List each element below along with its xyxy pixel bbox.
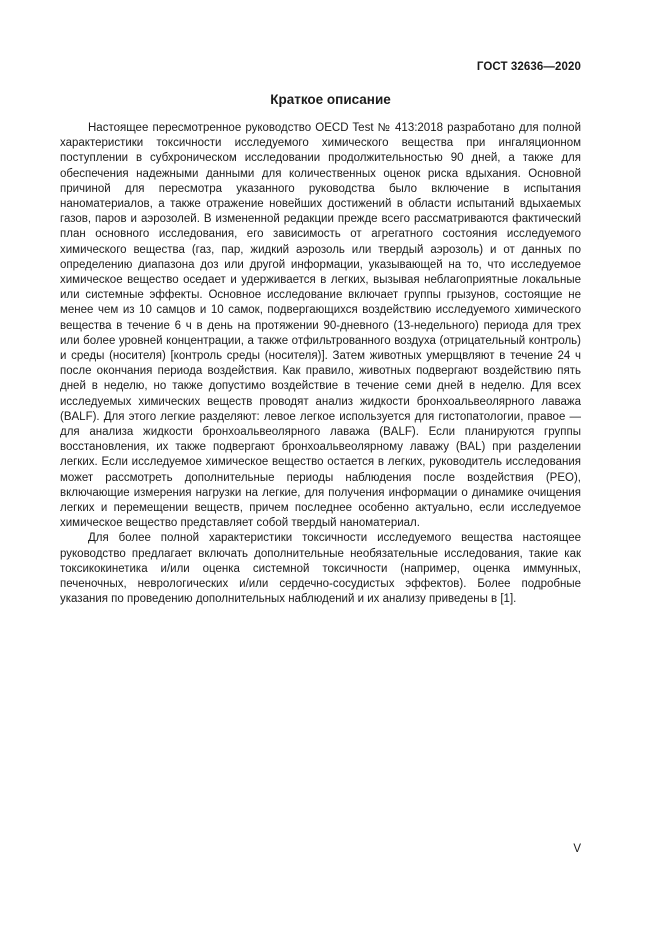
body-paragraph: Для более полной характеристики токсичности исследуемого вещества настоящее руководство предлагает включать дополнительные необязательные исследования, такие как токсикокинетика и/или оценка системной токсичности (например, оценка иммунных, печеночных, неврологических и/или сердечно-сосудистых эффектов). Более подробные указания по проведению дополнительных наблюдений и их анализу приведены в [1]. [60,532,581,606]
body-paragraph: Настоящее пересмотренное руководство OECD Test № 413:2018 разработано для полной характеристики токсичности исследуемого химического вещества при ингаляционном поступлении в субхроническом исследовании продолжительностью 90 дней, а также для обеспечения надежными данными для количественных оценок риска вдыхания. Основной причиной для пересмотра указанного руководства было включение в испытания наноматериалов, а также отражение новейших достижений в области испытаний вдыхаемых газов, паров и аэрозолей. В измененной редакции прежде всего рассматриваются фактический план основного исследования, его зависимость от агрегатного состояния исследуемого химического вещества (газ, пар, жидкий аэрозоль или твердый аэрозоль) и от данных по определению диапазона доз или другой информации, указывающей на то, что исследуемое химическое вещество оседает и удерживается в легких, вызывая неблагоприятные локальные или системные эффекты. Основное исследование включает группы грызунов, состоящие не менее чем из 10 самцов и 10 самок, подвергающихся воздействию исследуемого химического вещества в течение 6 ч в день на протяжении 90-дневного (13-недельного) периода для трех или более уровней концентрации, а также отфильтрованного воздуха (отрицательный контроль) и среды (носителя) [контроль среды (носителя)]. Затем животных умерщвляют в течение 24 ч после окончания периода воздействия. Как правило, животных подвергают воздействию пять дней в неделю, но также допустимо воздействие в течение семи дней в неделю. Для всех исследуемых химических веществ проводят анализ жидкости бронхоальвеолярного лаважа (BALF). Для этого легкие разделяют: левое легкое используется для гистопатологии, правое — для анализа жидкости бронхоальвеолярного лаважа (BALF). Если планируются группы восстановления, их также подвергают бронхоальвеолярному лаважу (BAL) при разделении легких. Если исследуемое химическое вещество остается в легких, руководитель исследования может рассмотреть дополнительные периоды наблюдения после воздействия (PEO), включающие измерения нагрузки на легкие, для получения информации о динамике очищения легких и перемещении веществ, причем последнее особенно актуально, если исследуемое химическое вещество представляет собой твердый наноматериал. [60,122,581,530]
document-header-code: ГОСТ 32636—2020 [476,61,581,73]
section-title: Краткое описание [270,92,391,107]
page-number: V [573,843,581,855]
document-body [60,121,581,608]
